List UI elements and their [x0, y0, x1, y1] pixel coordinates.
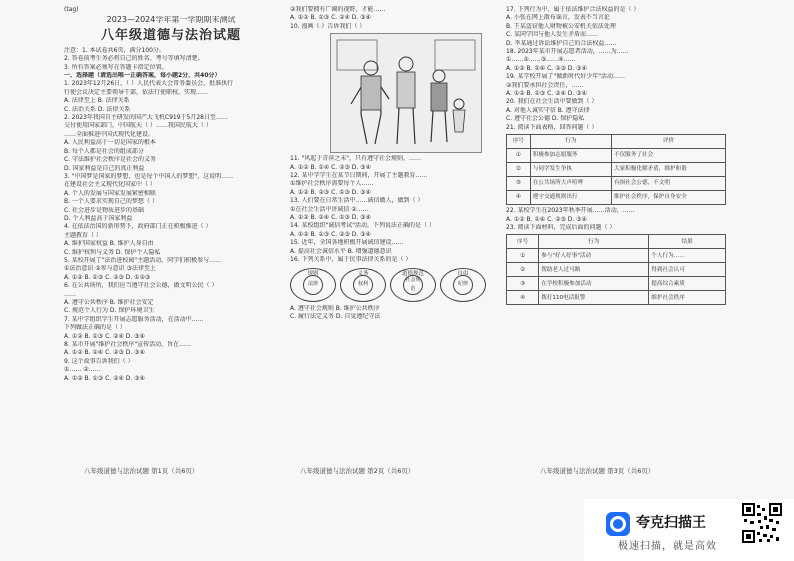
text-line: C. 社会进步是物质进步的基础: [64, 206, 145, 214]
text-line: 9. 这个故事告诉我们（ ）: [64, 357, 134, 365]
behavior-table: [506, 134, 726, 205]
text-line: ①在社会生活中讲诚信 ②……: [290, 205, 369, 213]
text-line: 15. 近年，全国各地积极开展诚信建设……: [290, 239, 404, 247]
text-line: A. ①② B. ①④ C. ②③ D. ③④: [506, 215, 587, 223]
text-line: ……全面推进中国式现代化建设。: [64, 130, 155, 138]
table-cell: ②: [507, 163, 531, 177]
text-line: 在建设社会主义现代化国家中（ ）: [64, 181, 156, 189]
page-3-footer: 八年级道德与法治试题 第3页（共6页）: [540, 467, 655, 475]
text-line: 下列做法正确的是（ ）: [64, 324, 126, 332]
text-line: C. 维护权利与义务 D. 保护个人隐私: [64, 248, 161, 256]
table-header-cell: 结果: [649, 235, 726, 249]
text-line: 14. 某校组织"诚信考试"活动，下列说法正确的是（ ）: [290, 222, 435, 230]
scanner-watermark: [584, 499, 794, 561]
text-line: A. 法律至上 B. 法律关系: [64, 97, 130, 105]
table-cell: ④: [507, 191, 531, 205]
text-line: 21. 阅读下面表格，回答问题（ ）: [506, 123, 598, 131]
text-line: A. ①② B. ①④ C. ②③ D. ③④: [506, 64, 587, 72]
page-3: [506, 6, 732, 526]
text-line: A. ①② B. ①③ C. ②③ D. ①②③: [64, 273, 151, 281]
table-header-cell: 行为: [539, 235, 649, 249]
text-line: C. 履行法定义务 D. 自觉遵纪守法: [290, 312, 381, 320]
text-line: A. ①② B. ①③ C. ②④ D. ③④: [64, 374, 145, 382]
text-line: 主题教育（ ）: [64, 231, 102, 239]
text-line: C. 某同学因与他人发生矛盾而……: [506, 31, 599, 39]
text-line: C. 遵守社会公德 D. 保护隐私: [506, 115, 585, 123]
text-line: D. 个人利益高于国家利益: [64, 214, 133, 222]
text-line: A. ①② B. ①④ C. ②③ D. ③④: [64, 349, 145, 357]
text-line: 13. 人们要在日常生活中……诚信做人，做到（ ）: [290, 197, 424, 205]
table-cell: 帮助老人过马路: [539, 263, 649, 277]
table-cell: 拨打110电话报警: [539, 291, 649, 305]
table-cell: 积极参加志愿服务: [530, 149, 611, 163]
table-row: [507, 277, 726, 291]
exam-title: 八年级道德与法治试题: [100, 27, 241, 43]
text-line: 18. 2023年某市开展志愿者活动，……为……: [506, 48, 629, 56]
table-cell: 在公共场所大声喧哗: [530, 177, 611, 191]
text-line: 17. 下列行为中，属于依法维护合法权益的是（ ）: [506, 6, 640, 13]
text-line: 3. "中国梦是国家的梦想，也是每个中国人的梦想"，这说明……: [64, 172, 234, 180]
table-row: [507, 163, 726, 177]
text-line: ①……②……③……④……: [506, 56, 576, 64]
page-2-options: [290, 305, 498, 322]
text-line: 2. 答卷前考生务必将自己的姓名、考号等填写清楚。: [64, 55, 204, 63]
text-line: ①维护社会秩序需要每个人……: [290, 180, 374, 188]
text-line: 16. 下列关系中，属于民事法律关系的是（ ）: [290, 256, 412, 264]
diagram-outer-label: 义务: [357, 270, 369, 277]
text-line: 19. 某学校开展了"做新时代好少年"活动……: [506, 73, 625, 81]
text-line: 3. 所有答案必须写在答题卡指定位置。: [64, 63, 168, 71]
table-cell: 大家积极化解矛盾，维护和谐: [611, 163, 725, 177]
text-line: 7. 某中学组织学生开展志愿服务活动，在活动中……: [64, 315, 204, 323]
text-line: 11. "风起于青萍之末"，只有遵守社会规则，……: [290, 155, 421, 163]
text-line: 10. 漫画《 》告诉我们（ ）: [290, 22, 366, 30]
exam-year: 2023—2024学年第一学期期末测试: [106, 16, 236, 25]
text-line: A. 遵守社会规则 B. 维护公共秩序: [290, 304, 380, 312]
text-line: B. 一个人要求实现自己的梦想（ ）: [64, 198, 158, 206]
diagram-inner-circle: 法律: [303, 275, 323, 295]
table-cell: 不仅服务了社会: [611, 149, 725, 163]
page-2: [290, 6, 498, 526]
table-cell: 得到社会认可: [649, 263, 726, 277]
table-header-cell: 序号: [507, 135, 531, 149]
text-line: 注意：1. 本试卷共6页，满分100分。: [64, 46, 165, 54]
text-line: ……: [64, 290, 76, 298]
page-1-footer: 八年级道德与法治试题 第1页（共6页）: [84, 467, 199, 475]
diagram-inner-circle: 纪律: [453, 275, 473, 295]
table-row: [507, 191, 726, 205]
text-line: ②我们要承担社会责任，……: [506, 81, 584, 89]
text-line: 20. 我们在社会生活中要做到（ ）: [506, 98, 598, 106]
instructions: [64, 47, 278, 72]
text-line: A. ①② B. ②③ C. ①③ D. ③④: [290, 188, 371, 196]
table-cell: 与同学发生争执: [530, 163, 611, 177]
text-line: A. ①② B. ①③ C. ②④ D. ③④: [290, 14, 371, 22]
result-table: [506, 234, 726, 305]
text-line: ①法治意识 ②参与意识 ③法律至上: [64, 265, 156, 273]
table-cell: 在学校积极参加活动: [539, 277, 649, 291]
page-2-mid-questions: [290, 155, 498, 264]
section-heading: 一、选择题（请选出唯一正确答案，每小题2分，共40分）: [64, 72, 221, 80]
page-1-questions: [64, 80, 278, 383]
diagram-circle: [340, 268, 386, 302]
table-row: [507, 291, 726, 305]
text-line: A. 小张在网上散布谣言，发表不当言论: [506, 14, 610, 22]
table-cell: ③: [507, 177, 531, 191]
table-row: [507, 249, 726, 263]
table-cell: 遵守交通规则出行: [530, 191, 611, 205]
table-cell: 个人行为……: [649, 249, 726, 263]
table-cell: ③: [507, 277, 539, 291]
table-header-row: [507, 135, 726, 149]
text-line: A. ①② B. ①③ C. ②④ D. ③④: [64, 332, 145, 340]
diagram-outer-label: 道德规范: [401, 270, 424, 277]
text-line: 5. 某校开展了"法治进校园"主题活动，同学们积极参与……: [64, 256, 222, 264]
page-2-top-questions: [290, 6, 498, 31]
table-cell: ④: [507, 291, 539, 305]
text-line: D. 国家利益是自己的真正利益: [64, 164, 145, 172]
cartoon-illustration: [331, 34, 481, 152]
page-2-footer: 八年级道德与法治试题 第2页（共6页）: [300, 467, 415, 475]
watermark-brand: 夸克扫描王: [636, 515, 706, 531]
text-line: ①…… ②……: [64, 366, 101, 374]
table-cell: ②: [507, 263, 539, 277]
text-line: A. ①② B. ②④ C. ①③ D. ③④: [290, 214, 371, 222]
diagram-outer-label: 自由: [457, 270, 469, 277]
text-line: 23. 阅读下面材料，完成后面的问题（ ）: [506, 223, 616, 231]
diagram-circle: [390, 268, 436, 302]
table-header-row: [507, 235, 726, 249]
text-line: A. 对他人诚实守信 B. 遵守法律: [506, 106, 590, 114]
watermark-slogan: 极速扫描，就是高效: [618, 541, 717, 552]
text-line: A. 遵守公共秩序 B. 维护社会安定: [64, 299, 154, 306]
page-top-tag: (tag): [64, 6, 79, 13]
text-line: A. 个人的发展与国家发展紧密相联: [64, 189, 156, 197]
text-line: A. ①② B. ①③ C. ②③ D. ③④: [290, 230, 371, 238]
table-cell: 维护社会秩序，保护自身安全: [611, 191, 725, 205]
text-line: 交付使用国家部门，中国航天（ ）……我国民航大（ ）: [64, 122, 212, 130]
table-cell: 参与"好人好事"活动: [539, 249, 649, 263]
text-line: 6. 在公共场所，我们应当遵守社会公德，做文明公民（ ）: [64, 282, 218, 290]
table-cell: ①: [507, 149, 531, 163]
table-header-cell: 行为: [530, 135, 611, 149]
text-line: A. 人民利益高于一切是国家的根本: [64, 139, 156, 147]
qr-code-icon[interactable]: [742, 503, 782, 543]
text-line: 8. 某市开展"维护社会秩序"宣传活动，旨在……: [64, 341, 192, 349]
text-line: C. 法治关系 D. 法律关系: [64, 105, 131, 113]
text-line: C. 守法维护社会秩序是社会的义务: [64, 156, 157, 164]
table-cell: 有损社会公德，不文明: [611, 177, 725, 191]
text-line: B. 每个人都是社会的组成部分: [64, 147, 144, 155]
text-line: 4. 在依法治国的新形势下，政府部门正在积极推进（ ）: [64, 223, 212, 231]
text-line: ②我们要拥有广阔的视野，才能……: [290, 6, 386, 13]
quark-logo-icon: [606, 512, 630, 536]
text-line: C. 规范个人行为 D. 保护环境卫生: [64, 307, 155, 315]
concept-diagram: [290, 268, 486, 302]
text-line: 12. 某中学学生在某节日期间，开展了主题教育……: [290, 172, 428, 180]
cartoon-figure: [330, 33, 482, 153]
table-cell: 提高综合素质: [649, 277, 726, 291]
text-line: 22. 某校学生在2023年秋季开展……活动，……: [506, 207, 635, 215]
text-line: 1. 2023年12月26日，（ ）人民代表大会常务委员会，批准执行: [64, 80, 234, 88]
table-row: [507, 177, 726, 191]
text-line: 行使会议决定主要领导干部，依法行使职权，实现……: [64, 88, 209, 96]
table-row: [507, 263, 726, 277]
table-cell: ①: [507, 249, 539, 263]
diagram-circle: [290, 268, 336, 302]
diagram-circle: [440, 268, 486, 302]
text-line: D. 李某通过诉讼维护自己的合法权益……: [506, 39, 617, 47]
diagram-outer-label: 规则: [307, 270, 319, 277]
diagram-inner-circle: 权利: [353, 275, 373, 295]
text-line: 2. 2023年我国自主研发的国产大飞机C919于5月28日至……: [64, 114, 228, 122]
text-line: A. 维护国家权益 B. 维护人身自由: [64, 240, 154, 248]
text-line: A. 提高社会诚信水平 B. 增强道德意识: [290, 247, 392, 255]
table-row: [507, 149, 726, 163]
page-3-top-questions: [506, 6, 732, 132]
table-header-cell: 序号: [507, 235, 539, 249]
text-line: A. ①② B. ①③ C. ②④ D. ③④: [506, 90, 587, 98]
page-3-mid-questions: [506, 207, 732, 232]
diagram-inner-circle: 社会规范: [403, 275, 423, 295]
table-header-cell: 评价: [611, 135, 725, 149]
text-line: B. 王某盗窃他人财物被公安机关依法处理: [506, 22, 616, 30]
text-line: A. ①② B. ①④ C. ②③ D. ③④: [290, 163, 371, 171]
table-cell: 维护社会秩序: [649, 291, 726, 305]
page-1: [64, 6, 278, 526]
